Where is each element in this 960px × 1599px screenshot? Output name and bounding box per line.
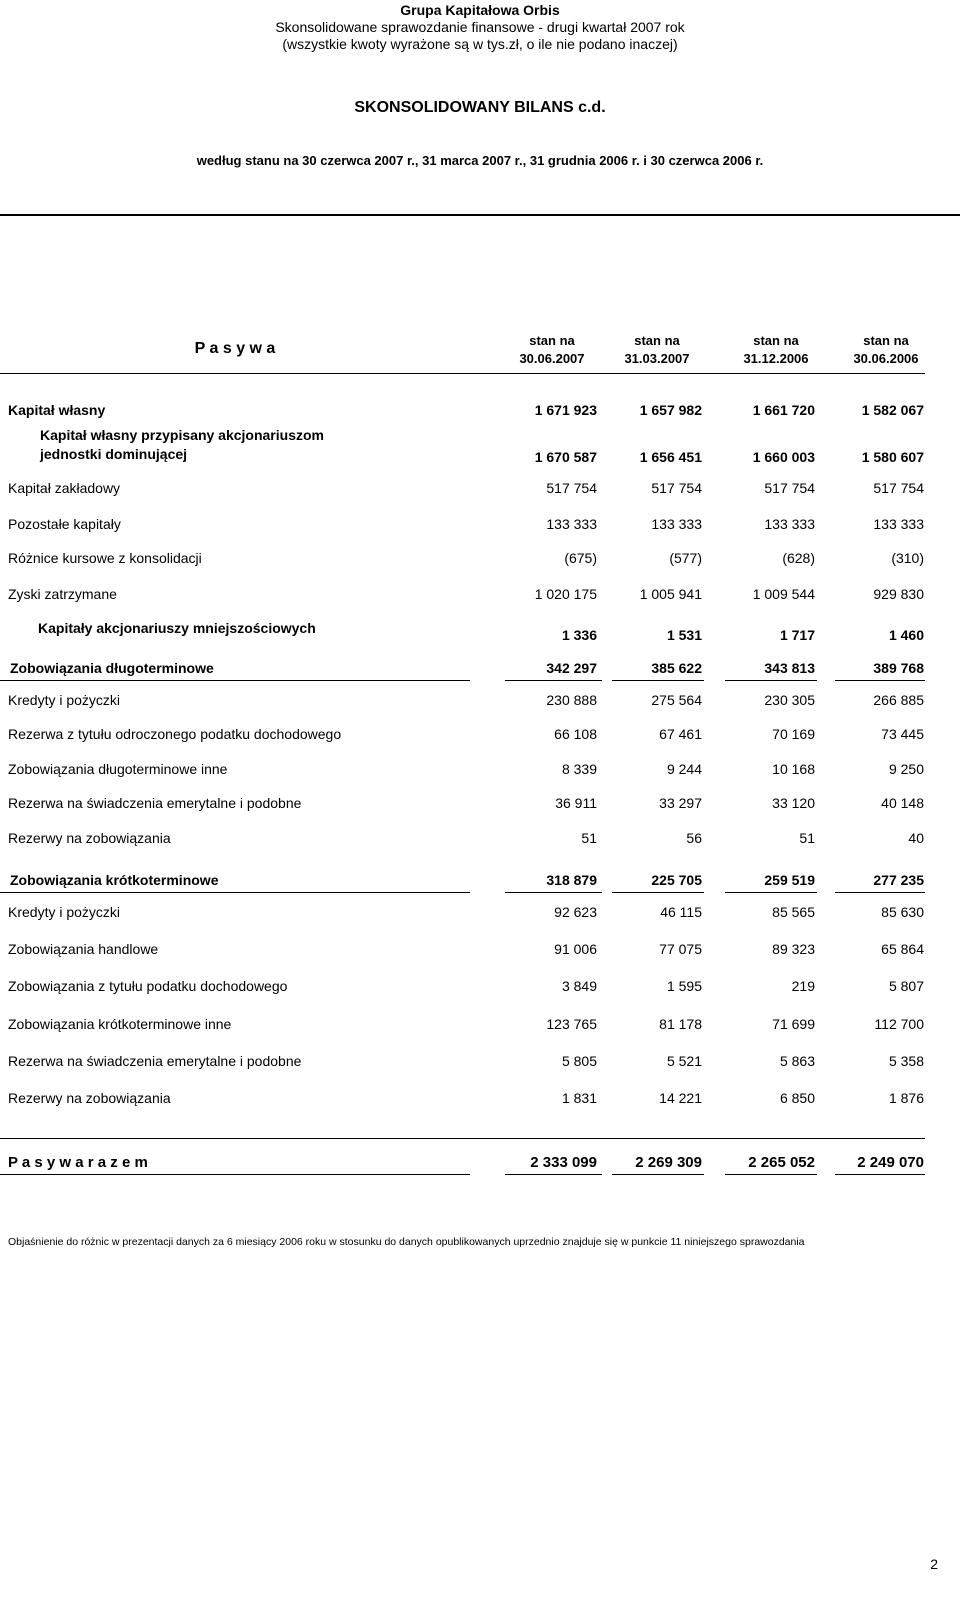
- row-value-col4: 40 148: [881, 795, 924, 811]
- row-value-col3: 259 519: [764, 872, 815, 888]
- row-label: [40, 426, 324, 464]
- row-value-col3: 219: [791, 978, 815, 994]
- row-value-col3: 230 305: [764, 692, 815, 708]
- column-header-1: stan na 30.06.2007: [519, 333, 585, 366]
- row-value-col3: 343 813: [764, 660, 815, 676]
- row-value-col1: 1 831: [561, 1090, 597, 1106]
- page-title: SKONSOLIDOWANY BILANS c.d.: [354, 99, 606, 116]
- row-value-col4: 517 754: [873, 480, 924, 496]
- row-underline: [835, 892, 925, 893]
- row-value-col3: 1 661 720: [752, 402, 815, 418]
- row-value-col2: 46 115: [660, 904, 702, 920]
- row-label: Zobowiązania długoterminowe inne: [8, 761, 228, 777]
- row-value-col4: 2 249 070: [857, 1154, 924, 1171]
- row-label: Kapitał własny: [8, 402, 106, 418]
- row-value-col4: 40: [908, 830, 924, 846]
- column-header-rule: [0, 373, 925, 374]
- row-label: Kredyty i pożyczki: [8, 904, 121, 920]
- row-value-col2: 385 622: [651, 660, 702, 676]
- row-value-col1: 230 888: [546, 692, 597, 708]
- row-value-col4: (310): [891, 550, 924, 566]
- row-value-col4: 5 807: [888, 978, 924, 994]
- row-value-col2: 5 521: [666, 1053, 702, 1069]
- row-label: P a s y w a r a z e m: [8, 1154, 148, 1171]
- row-label: Rezerwa na świadczenia emerytalne i podobne: [8, 1053, 302, 1069]
- row-underline: [612, 1174, 704, 1175]
- row-value-col1: 5 805: [561, 1053, 597, 1069]
- row-value-col3: 2 265 052: [748, 1154, 815, 1171]
- row-value-col4: 85 630: [881, 904, 924, 920]
- page-number: 2: [930, 1556, 938, 1572]
- row-value-col1: 66 108: [554, 726, 597, 742]
- row-label: Zobowiązania z tytułu podatku dochodowego: [8, 978, 288, 994]
- row-value-col4: 277 235: [873, 872, 924, 888]
- row-value-col3: 517 754: [764, 480, 815, 496]
- row-value-col4: 1 460: [888, 627, 924, 643]
- section-label-pasywa: P a s y w a: [194, 340, 276, 357]
- row-value-col1: 3 849: [561, 978, 597, 994]
- row-value-col1: 1 671 923: [534, 402, 597, 418]
- row-label-line1: Kapitał własny przypisany akcjonariuszom: [40, 427, 324, 443]
- row-value-col2: 1 531: [666, 627, 702, 643]
- row-value-col2: 67 461: [659, 726, 702, 742]
- row-underline: [0, 1174, 470, 1175]
- row-value-col3: 71 699: [772, 1016, 815, 1032]
- row-value-col3: 70 169: [772, 726, 815, 742]
- row-value-col4: 1 876: [888, 1090, 924, 1106]
- row-value-col2: 133 333: [651, 516, 702, 532]
- row-value-col2: 56: [686, 830, 702, 846]
- row-value-col3: 5 863: [779, 1053, 815, 1069]
- row-underline: [725, 892, 817, 893]
- row-value-col4: 929 830: [873, 586, 924, 602]
- total-rule: [0, 1138, 925, 1139]
- row-value-col2: 1 005 941: [639, 586, 702, 602]
- row-value-col4: 65 864: [881, 941, 924, 957]
- row-value-col4: 1 580 607: [861, 449, 924, 465]
- row-label: Rezerwy na zobowiązania: [8, 830, 171, 846]
- company-name: Grupa Kapitałowa Orbis: [400, 2, 560, 18]
- page-subtitle: według stanu na 30 czerwca 2007 r., 31 marca 2007 r., 31 grudnia 2006 r. i 30 czerwca 2006 r.: [196, 153, 764, 168]
- row-value-col2: 1 657 982: [639, 402, 702, 418]
- row-value-col4: 1 582 067: [861, 402, 924, 418]
- row-underline: [835, 680, 925, 681]
- column-header-3: stan na 31.12.2006: [743, 333, 809, 366]
- row-underline: [835, 1174, 925, 1175]
- row-value-col4: 5 358: [888, 1053, 924, 1069]
- row-label: Zobowiązania długoterminowe: [10, 660, 214, 676]
- row-label: Zobowiązania krótkoterminowe: [10, 872, 219, 888]
- row-value-col1: 1 020 175: [534, 586, 597, 602]
- column-header-4: stan na 30.06.2006: [853, 333, 919, 366]
- row-value-col3: (628): [782, 550, 815, 566]
- row-value-col4: 9 250: [888, 761, 924, 777]
- row-label: Pozostałe kapitały: [8, 516, 121, 532]
- row-value-col4: 133 333: [873, 516, 924, 532]
- row-value-col1: 1 670 587: [534, 449, 597, 465]
- row-underline: [612, 892, 704, 893]
- row-label: Zyski zatrzymane: [8, 586, 117, 602]
- column-header-2: stan na 31.03.2007: [624, 333, 690, 366]
- row-value-col2: 9 244: [666, 761, 702, 777]
- row-value-col4: 73 445: [881, 726, 924, 742]
- row-value-col4: 112 700: [874, 1016, 924, 1032]
- row-value-col2: 275 564: [651, 692, 702, 708]
- row-value-col3: 85 565: [772, 904, 815, 920]
- row-value-col1: 51: [581, 830, 597, 846]
- row-value-col2: 225 705: [651, 872, 702, 888]
- row-value-col1: 318 879: [546, 872, 597, 888]
- row-value-col3: 10 168: [772, 761, 815, 777]
- row-label: Kapitał zakładowy: [8, 480, 121, 496]
- row-value-col3: 33 120: [772, 795, 815, 811]
- footnote: Objaśnienie do różnic w prezentacji danych za 6 miesiący 2006 roku w stosunku do danych opublikowanych uprzednio znajduje się w punkcie 11 niniejszego sprawozdania: [8, 1236, 805, 1248]
- row-value-col1: 342 297: [546, 660, 597, 676]
- row-underline: [725, 1174, 817, 1175]
- header-rule: [0, 214, 960, 216]
- row-value-col3: 1 660 003: [752, 449, 815, 465]
- row-value-col3: 51: [799, 830, 815, 846]
- row-value-col1: (675): [564, 550, 597, 566]
- currency-note: (wszystkie kwoty wyrażone są w tys.zł, o ile nie podano inaczej): [282, 36, 678, 52]
- row-value-col1: 517 754: [546, 480, 597, 496]
- row-underline: [725, 680, 817, 681]
- row-value-col2: 1 595: [666, 978, 702, 994]
- row-label: Rezerwa na świadczenia emerytalne i podobne: [8, 795, 302, 811]
- row-label: Rezerwa z tytułu odroczonego podatku dochodowego: [8, 726, 342, 742]
- row-label: Rezerwy na zobowiązania: [8, 1090, 171, 1106]
- row-value-col1: 91 006: [554, 941, 597, 957]
- row-label: Zobowiązania krótkoterminowe inne: [8, 1016, 232, 1032]
- row-value-col4: 389 768: [873, 660, 924, 676]
- row-value-col1: 133 333: [546, 516, 597, 532]
- row-value-col1: 36 911: [555, 795, 597, 811]
- row-value-col3: 89 323: [772, 941, 815, 957]
- row-value-col1: 2 333 099: [530, 1154, 597, 1171]
- row-value-col1: 92 623: [554, 904, 597, 920]
- row-value-col2: 77 075: [659, 941, 702, 957]
- row-value-col1: 8 339: [561, 761, 597, 777]
- row-label: Kredyty i pożyczki: [8, 692, 121, 708]
- row-value-col2: 1 656 451: [639, 449, 702, 465]
- row-value-col3: 6 850: [779, 1090, 815, 1106]
- row-value-col1: 1 336: [561, 627, 597, 643]
- row-value-col3: 1 009 544: [752, 586, 815, 602]
- row-label: Kapitały akcjonariuszy mniejszościowych: [38, 620, 316, 636]
- row-underline: [612, 680, 704, 681]
- row-value-col1: 123 765: [546, 1016, 597, 1032]
- row-value-col4: 266 885: [873, 692, 924, 708]
- row-underline: [505, 892, 602, 893]
- row-underline: [0, 680, 470, 681]
- row-value-col2: 33 297: [659, 795, 702, 811]
- row-label: Zobowiązania handlowe: [8, 941, 159, 957]
- row-value-col2: 14 221: [659, 1090, 702, 1106]
- report-title: Skonsolidowane sprawozdanie finansowe - drugi kwartał 2007 rok: [275, 19, 685, 35]
- row-value-col3: 133 333: [764, 516, 815, 532]
- row-value-col3: 1 717: [779, 627, 815, 643]
- row-underline: [0, 892, 470, 893]
- row-value-col2: 2 269 309: [635, 1154, 702, 1171]
- row-value-col2: (577): [669, 550, 702, 566]
- row-underline: [505, 1174, 602, 1175]
- row-underline: [505, 680, 602, 681]
- row-value-col2: 81 178: [659, 1016, 702, 1032]
- row-value-col2: 517 754: [651, 480, 702, 496]
- row-label: Różnice kursowe z konsolidacji: [8, 550, 202, 566]
- row-label-line2: jednostki dominującej: [40, 446, 188, 462]
